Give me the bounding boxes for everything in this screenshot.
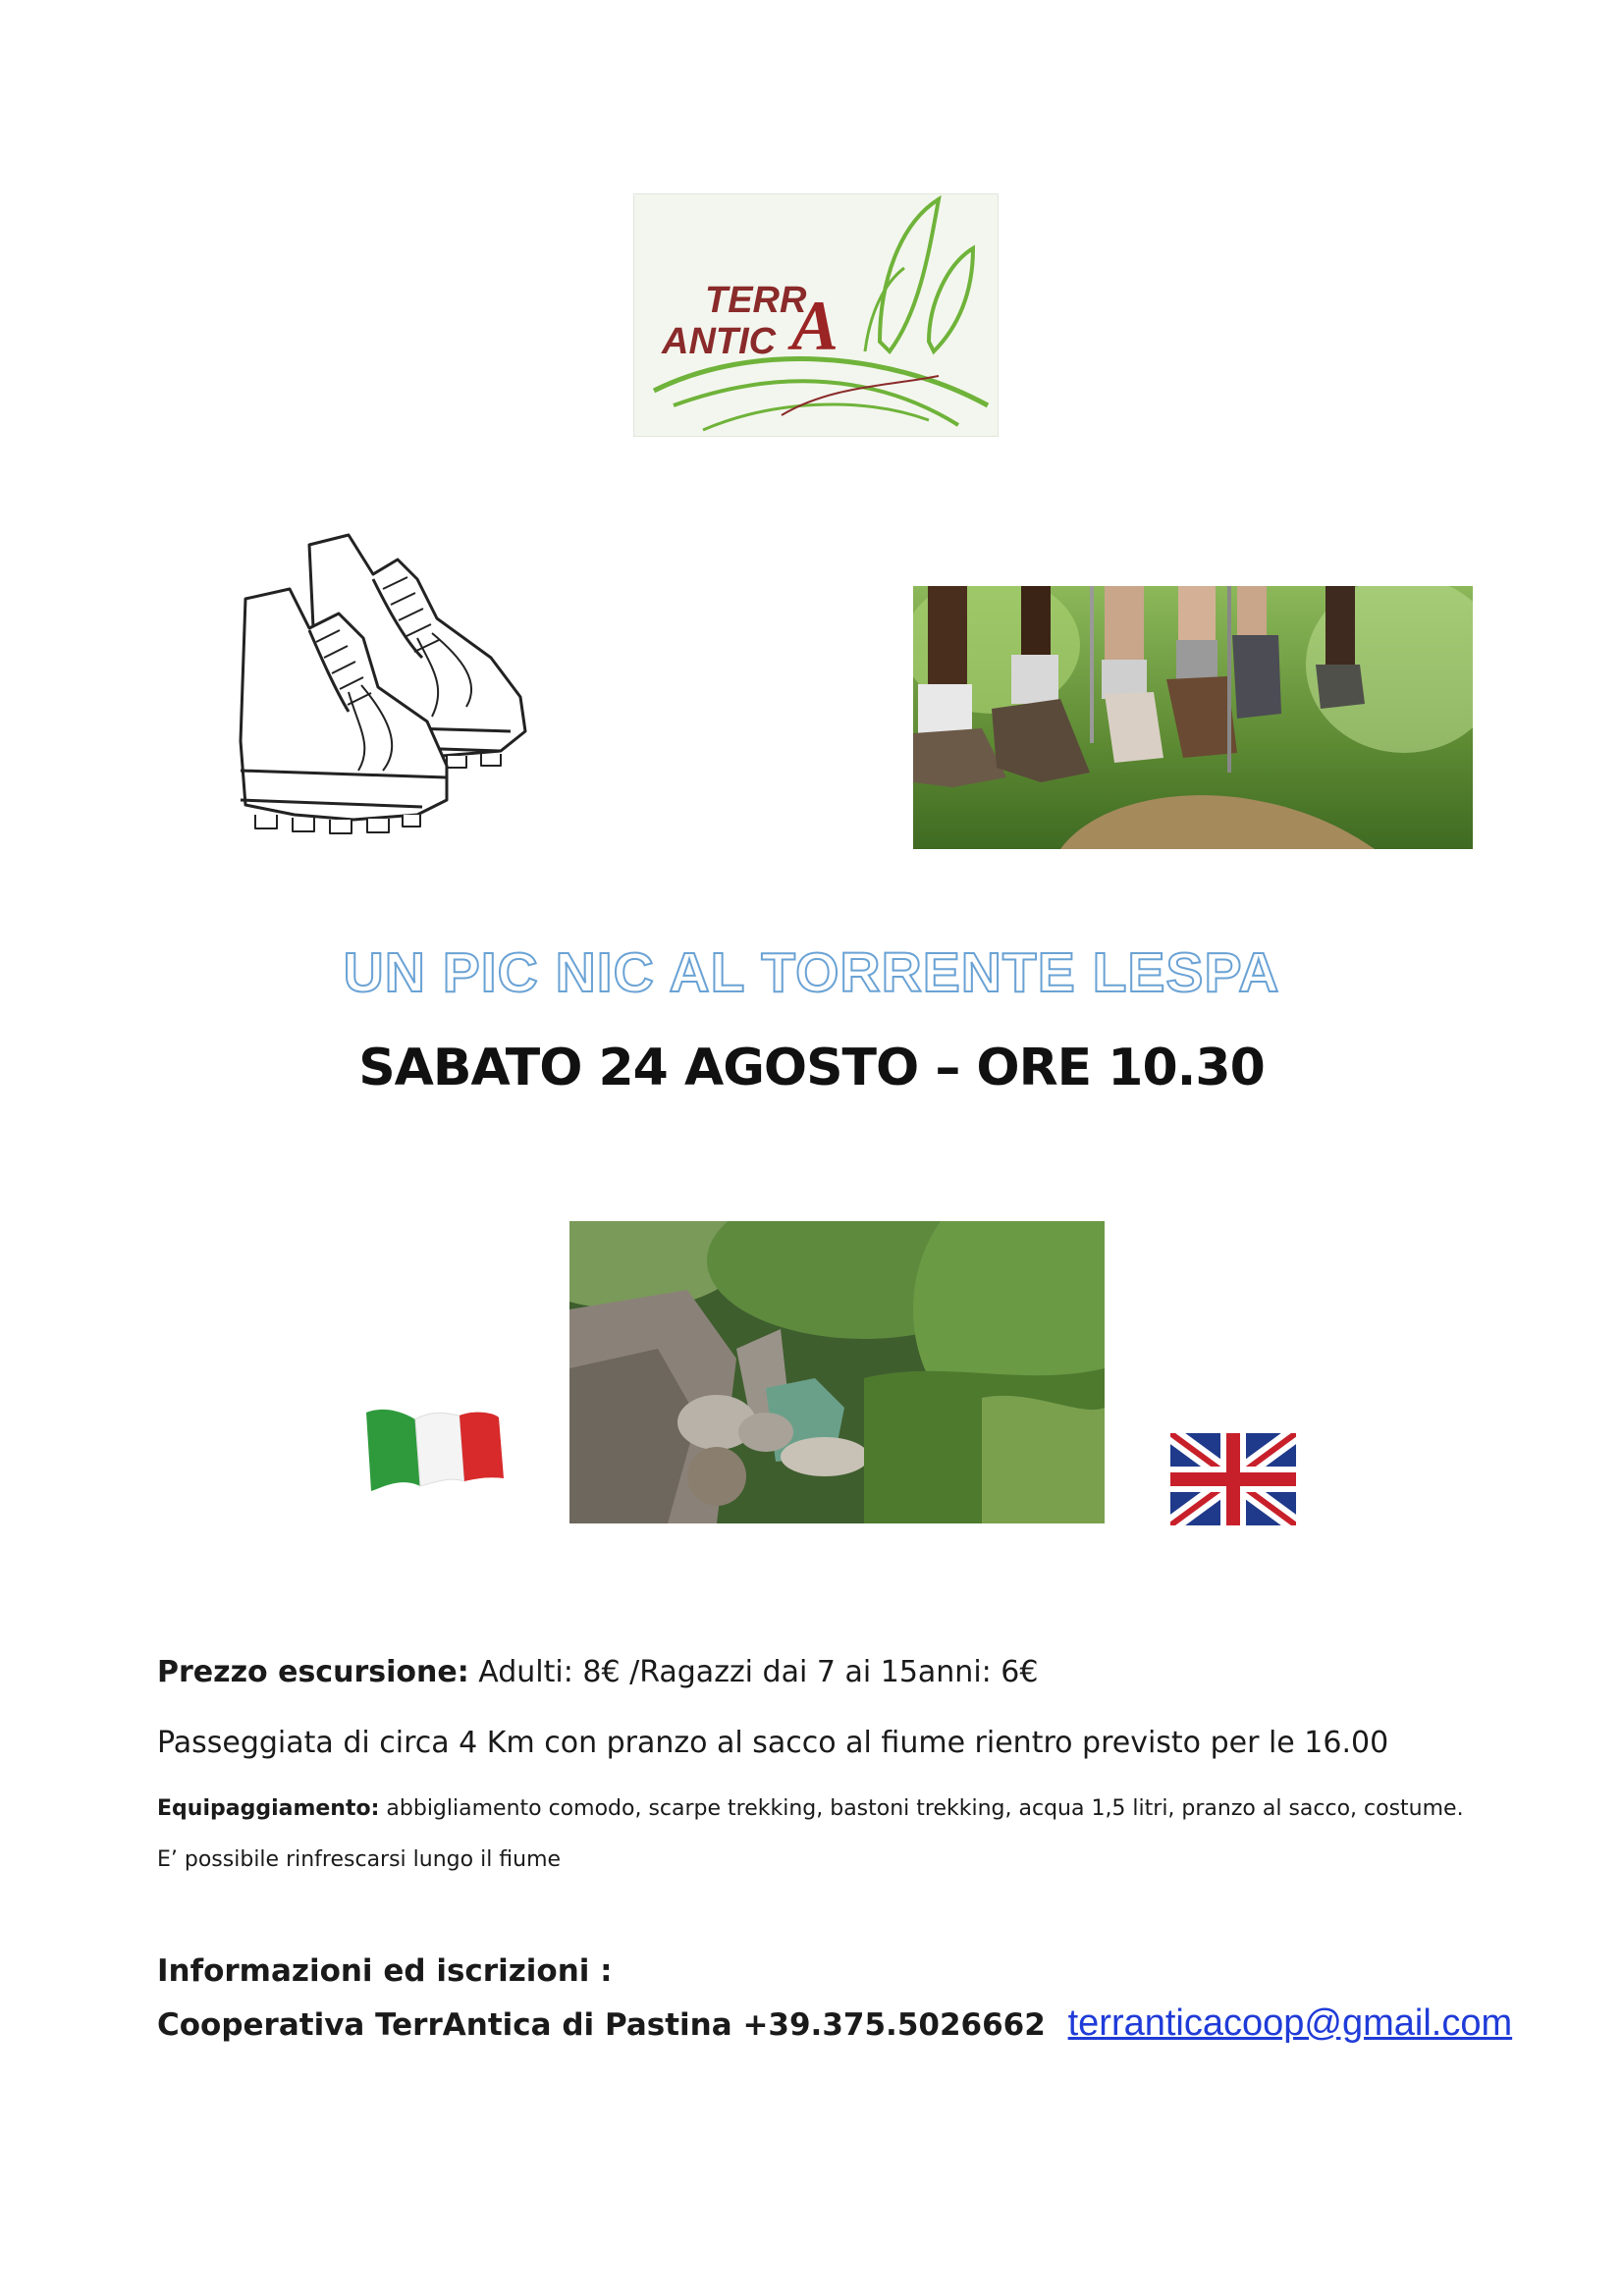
price-text: Adulti: 8€ /Ragazzi dai 7 ai 15anni: 6€	[478, 1655, 1039, 1689]
price-label: Prezzo escursione:	[157, 1655, 469, 1689]
equipment-text: abbigliamento comodo, scarpe trekking, bastoni trekking, acqua 1,5 litri, pranzo al sacco, costume.	[386, 1796, 1464, 1821]
logo-line1: TERR	[705, 280, 807, 321]
equipment-line	[157, 1796, 1464, 1821]
boots-illustration	[236, 520, 609, 854]
info-heading: Informazioni ed iscrizioni :	[157, 1953, 613, 1989]
contact-text: Cooperativa TerrAntica di Pastina +39.375.5026662	[157, 2007, 1046, 2043]
terrantica-logo	[633, 193, 999, 437]
event-date: SABATO 24 AGOSTO – ORE 10.30	[358, 1039, 1265, 1097]
logo-line2: ANTIC	[662, 321, 777, 362]
hikers-photo	[913, 586, 1473, 849]
contact-line	[157, 2002, 1512, 2045]
refresh-note: E’ possibile rinfrescarsi lungo il fiume	[157, 1847, 562, 1872]
event-title: UN PIC NIC AL TORRENTE LESPA	[343, 941, 1280, 1004]
walk-description: Passeggiata di circa 4 Km con pranzo al sacco al fiume rientro previsto per le 16.00	[157, 1726, 1389, 1760]
email-link[interactable]: terranticacoop@gmail.com	[1067, 2002, 1513, 2044]
uk-flag-icon	[1170, 1433, 1296, 1525]
river-photo	[569, 1221, 1105, 1523]
italy-flag-icon	[361, 1398, 509, 1496]
equipment-label: Equipaggiamento:	[157, 1796, 380, 1821]
price-line	[157, 1655, 1038, 1689]
logo-letter-a: A	[791, 287, 839, 365]
